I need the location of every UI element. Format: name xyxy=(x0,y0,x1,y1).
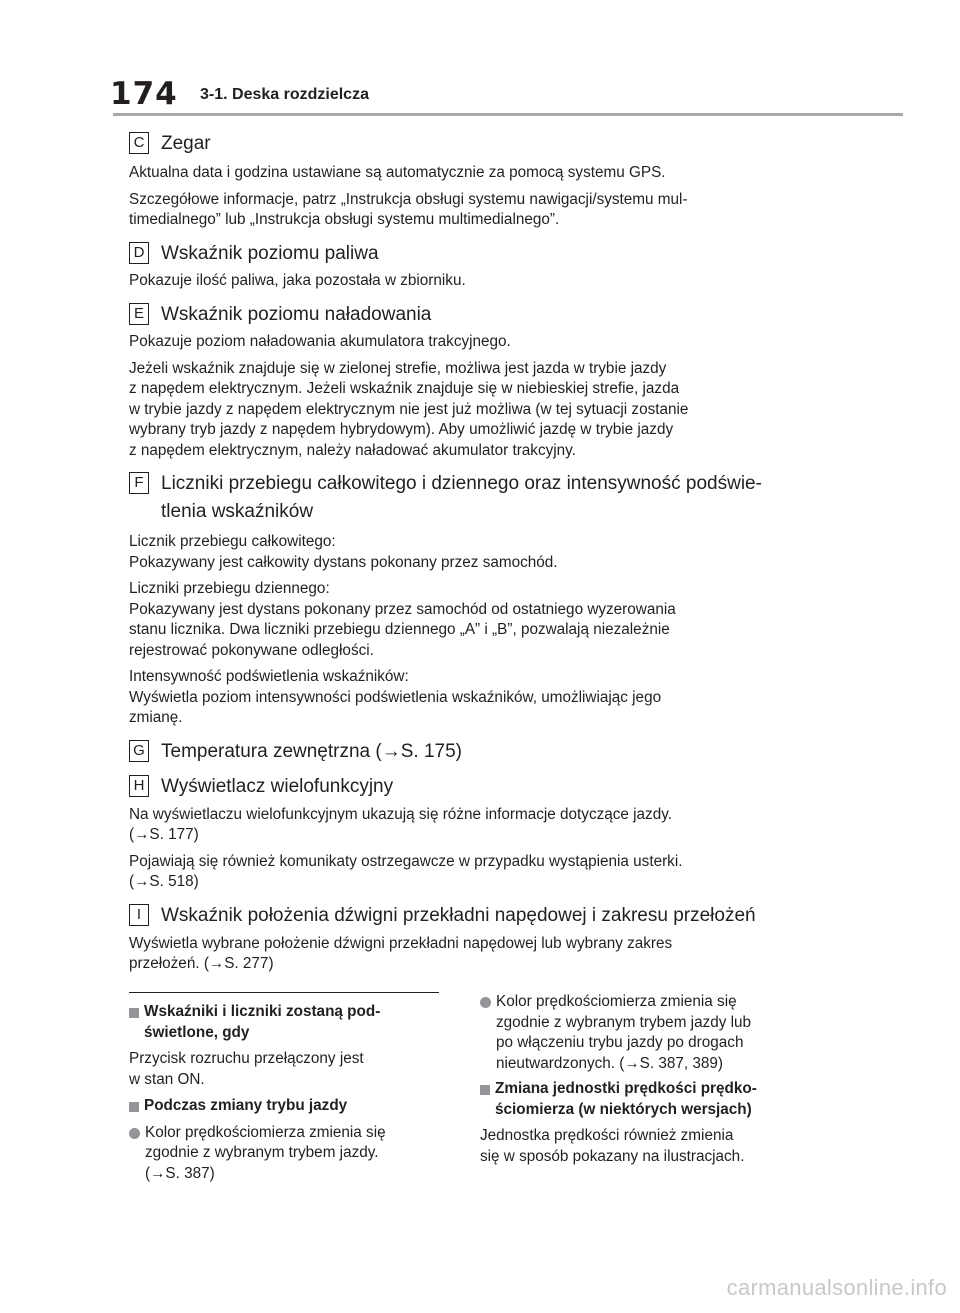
square-bullet-icon xyxy=(480,1085,490,1095)
note-heading: Podczas zmiany trybu jazdy xyxy=(129,1096,444,1117)
square-bullet-icon xyxy=(129,1008,139,1018)
item-h-title: Wyświetlacz wielofunkcyjny xyxy=(161,775,394,797)
notes-right-column xyxy=(480,992,810,1167)
item-h-heading xyxy=(129,773,809,801)
item-g-label: G xyxy=(129,740,149,762)
page-number: 174 xyxy=(110,76,178,112)
notes-divider xyxy=(129,992,439,993)
note-paragraph: Jednostka prędkości również zmienia się w sposób pokazany na ilustracjach. xyxy=(480,1127,745,1165)
note-bullet-item: Kolor prędkościomierza zmienia się zgodnie z wybranym trybem jazdy. (→S. 387) xyxy=(129,1123,444,1185)
note-heading: Zmiana jednostki prędkości prędko- ściomierza (w niektórych wersjach) xyxy=(480,1079,810,1120)
notes-left-column xyxy=(129,992,444,1184)
item-h-label: H xyxy=(129,775,149,797)
watermark: carmanualsonline.info xyxy=(726,1275,947,1300)
round-bullet-icon xyxy=(480,997,491,1008)
item-c-label: C xyxy=(129,132,149,154)
item-g-heading xyxy=(129,738,809,766)
item-e-paragraph: Pokazuje poziom naładowania akumulatora trakcyjnego. xyxy=(129,333,511,350)
item-h-paragraph: Pojawiają się również komunikaty ostrzegawcze w przypadku wystąpienia usterki. (→S. 518) xyxy=(129,852,683,890)
square-bullet-icon xyxy=(129,1102,139,1112)
item-i-label: I xyxy=(129,904,149,926)
item-f-paragraph: Intensywność podświetlenia wskaźników: Wyświetla poziom intensywności podświetlenia wskaźników, umożliwiając jego zmianę. xyxy=(129,668,662,726)
item-c-title: Zegar xyxy=(161,133,211,154)
item-i-title: Wskaźnik położenia dźwigni przekładni napędowej i zakresu przełożeń xyxy=(161,904,756,926)
item-e-title: Wskaźnik poziomu naładowania xyxy=(161,304,432,325)
note-paragraph: Przycisk rozruchu przełączony jest w stan ON. xyxy=(129,1050,364,1088)
section-title: 3-1. Deska rozdzielcza xyxy=(200,86,369,103)
item-g-title: Temperatura zewnętrzna (→S. 175) xyxy=(161,740,462,762)
note-bullet-item: Kolor prędkościomierza zmienia się zgodnie z wybranym trybem jazdy lub po włączeniu trybu jazdy po drogach nieutwardzonych. (→S. 387, 389) xyxy=(480,992,810,1074)
item-c-paragraph: Aktualna data i godzina ustawiane są automatycznie za pomocą systemu GPS. xyxy=(129,164,666,181)
item-c-heading xyxy=(129,130,809,158)
item-i-paragraph: Wyświetla wybrane położenie dźwigni przekładni napędowej lub wybrany zakres przełożeń. (→S. 277) xyxy=(129,934,673,972)
item-e-paragraph: Jeżeli wskaźnik znajduje się w zielonej strefie, możliwa jest jazda w trybie jazdy z napędem elektrycznym. Jeżeli wskaźnik znajduje się w niebieskiej strefie, jazda w trybie jazdy z napędem elektrycznym nie jest już możliwa (w tej sytuacji zostanie wybrany tryb jazdy z napędem hybrydowym). Aby umożliwić jazdę w trybie jazdy z napędem elektrycznym, należy naładować akumulator trakcyjny. xyxy=(129,359,689,459)
note-heading: Wskaźniki i liczniki zostaną pod- świetlone, gdy xyxy=(129,1002,444,1043)
round-bullet-icon xyxy=(129,1128,140,1139)
main-content xyxy=(129,128,809,975)
item-f-paragraph: Liczniki przebiegu dziennego: Pokazywany jest dystans pokonany przez samochód od ostatniego wyzerowania stanu licznika. Dwa liczniki przebiegu dziennego „A” i „B”, pozwalają niezależnie rejestrować pokonywane odległości. xyxy=(129,580,676,659)
header-divider xyxy=(113,113,903,116)
item-f-title: Liczniki przebiegu całkowitego i dziennego oraz intensywność podświe- tlenia wskaźników xyxy=(161,473,762,522)
item-e-heading xyxy=(129,301,809,329)
item-f-paragraph: Licznik przebiegu całkowitego: Pokazywany jest całkowity dystans pokonany przez samochód. xyxy=(129,533,558,571)
item-f-label: F xyxy=(129,472,149,494)
item-d-title: Wskaźnik poziomu paliwa xyxy=(161,242,379,264)
item-d-heading xyxy=(129,240,809,268)
item-d-label: D xyxy=(129,242,149,264)
page-header xyxy=(0,0,960,116)
item-c-paragraph: Szczegółowe informacje, patrz „Instrukcja obsługi systemu nawigacji/systemu mul- timedialnego” lub „Instrukcja obsługi systemu multimedialnego”. xyxy=(129,190,688,228)
item-h-paragraph: Na wyświetlaczu wielofunkcyjnym ukazują się różne informacje dotyczące jazdy. (→S. 177) xyxy=(129,805,672,843)
item-e-label: E xyxy=(129,303,149,325)
item-i-heading xyxy=(129,902,809,930)
item-d-paragraph: Pokazuje ilość paliwa, jaka pozostała w zbiorniku. xyxy=(129,271,466,289)
item-f-heading xyxy=(129,470,809,526)
